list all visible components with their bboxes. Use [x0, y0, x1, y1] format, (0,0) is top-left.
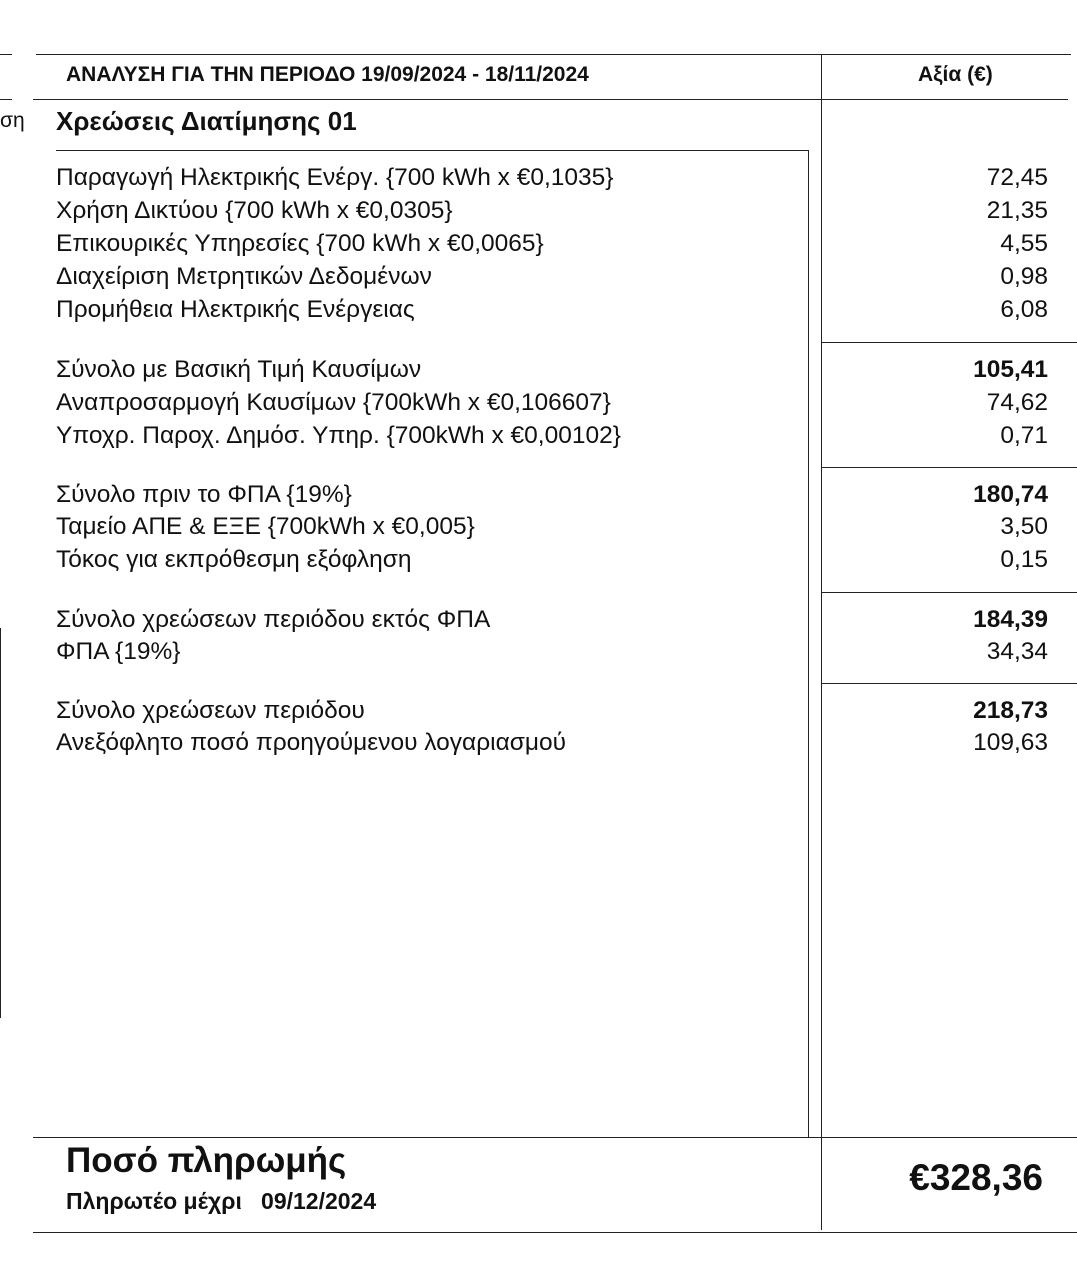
charge-row — [56, 511, 1048, 543]
charge-label: Σύνολο πριν το ΦΠΑ {19%} — [56, 481, 352, 508]
top-rule-left — [0, 54, 12, 55]
charge-row — [56, 636, 1048, 668]
charge-value: 72,45 — [986, 164, 1048, 191]
footer-bottom-rule — [33, 1232, 1077, 1233]
charge-label: Σύνολο με Βασική Τιμή Καυσίμων — [56, 356, 422, 383]
group-separator — [821, 342, 1077, 343]
top-rule — [36, 54, 1071, 55]
total-amount: €328,36 — [909, 1157, 1043, 1198]
left-edge-box — [0, 628, 1, 1018]
section-underline — [56, 150, 808, 151]
charge-label: Προμήθεια Ηλεκτρικής Ενέργειας — [56, 296, 415, 323]
charge-value: 4,55 — [1000, 230, 1048, 257]
charge-value: 0,15 — [1000, 546, 1048, 573]
charge-value: 74,62 — [986, 389, 1048, 416]
subtotal-value: 105,41 — [973, 356, 1048, 383]
value-column-header: Αξία (€) — [918, 63, 993, 86]
period-title: ΑΝΑΛΥΣΗ ΓΙΑ ΤΗΝ ΠΕΡΙΟΔΟ 19/09/2024 - 18/11/2024 — [66, 63, 589, 86]
charge-label: Τόκος για εκπρόθεσμη εξόφληση — [56, 546, 412, 573]
charge-row — [56, 261, 1048, 293]
charge-label: Χρήση Δικτύου {700 kWh x €0,0305} — [56, 197, 453, 224]
charge-value: 3,50 — [1000, 513, 1048, 540]
charge-row — [56, 195, 1048, 227]
inner-divider — [808, 150, 809, 1138]
section-title: Χρεώσεις Διατίμησης 01 — [56, 106, 357, 136]
charge-value: 21,35 — [986, 197, 1048, 224]
charge-row — [56, 228, 1048, 260]
charge-row — [56, 294, 1048, 326]
charge-label: Διαχείριση Μετρητικών Δεδομένων — [56, 263, 432, 290]
subtotal-value: 218,73 — [973, 697, 1048, 724]
charge-row — [56, 544, 1048, 576]
left-cut-text: ση — [0, 109, 25, 132]
charge-row — [56, 387, 1048, 419]
payment-label: Ποσό πληρωμής — [66, 1141, 347, 1180]
group-separator — [821, 467, 1077, 468]
subtotal-row — [56, 354, 1048, 386]
charge-value: 34,34 — [986, 638, 1048, 665]
charge-row — [56, 162, 1048, 194]
charge-value: 0,71 — [1000, 422, 1048, 449]
charge-label: Ταμείο ΑΠΕ & ΕΞΕ {700kWh x €0,005} — [56, 513, 475, 540]
header-bottom-rule — [33, 99, 1068, 100]
charge-value: 109,63 — [973, 729, 1048, 756]
charge-label: Σύνολο χρεώσεων περιόδου εκτός ΦΠΑ — [56, 606, 491, 633]
group-separator — [821, 592, 1077, 593]
charge-value: 6,08 — [1000, 296, 1048, 323]
charge-label: Ανεξόφλητο ποσό προηγούμενου λογαριασμού — [56, 729, 567, 756]
header-bottom-rule-left — [0, 99, 12, 100]
subtotal-row — [56, 479, 1048, 511]
group-separator — [821, 683, 1077, 684]
subtotal-value: 180,74 — [973, 481, 1048, 508]
charge-label: Παραγωγή Ηλεκτρικής Ενέργ. {700 kWh x €0,1035} — [56, 164, 614, 191]
charge-row — [56, 420, 1048, 452]
charge-label: ΦΠΑ {19%} — [56, 638, 181, 665]
subtotal-row — [56, 695, 1048, 727]
charge-label: Επικουρικές Υπηρεσίες {700 kWh x €0,0065} — [56, 230, 544, 257]
charge-row — [56, 727, 1048, 759]
subtotal-value: 184,39 — [973, 606, 1048, 633]
charge-label: Σύνολο χρεώσεων περιόδου — [56, 697, 365, 724]
charge-value: 0,98 — [1000, 263, 1048, 290]
subtotal-row — [56, 604, 1048, 636]
charge-label: Αναπροσαρμογή Καυσίμων {700kWh x €0,106607} — [56, 389, 611, 416]
due-date-label: Πληρωτέο μέχρι 09/12/2024 — [66, 1188, 377, 1214]
footer-top-rule — [33, 1137, 1077, 1138]
charge-label: Υποχρ. Παροχ. Δημόσ. Υπηρ. {700kWh x €0,00102} — [56, 422, 621, 449]
